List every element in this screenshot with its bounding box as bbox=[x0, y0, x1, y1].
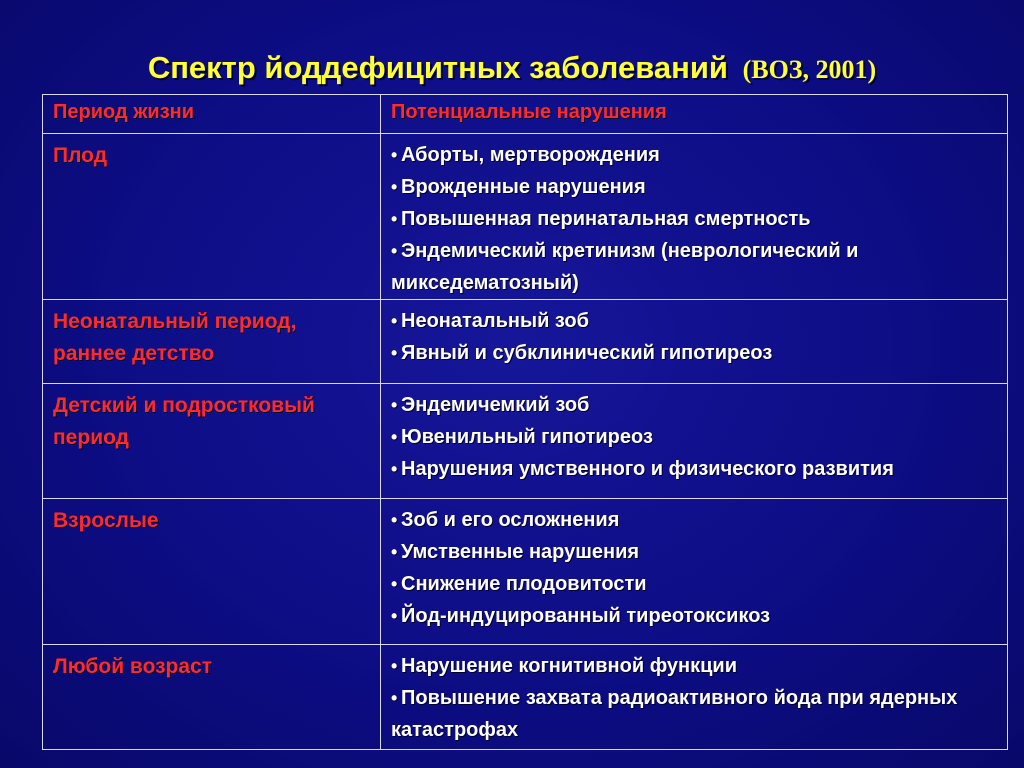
table-row bbox=[43, 300, 1008, 384]
table-row bbox=[43, 499, 1008, 645]
bullet-icon: • bbox=[391, 606, 398, 626]
header-life-period: Период жизни bbox=[53, 101, 195, 123]
bullet-icon: • bbox=[391, 688, 398, 708]
bullet-icon: • bbox=[391, 177, 398, 197]
table-header-row bbox=[43, 95, 1008, 134]
disorders-table bbox=[42, 94, 1008, 750]
bullet-icon: • bbox=[391, 241, 398, 261]
list-item: • Неонатальный зоб bbox=[391, 305, 999, 337]
bullet-icon: • bbox=[391, 510, 398, 530]
list-item: • Умственные нарушения bbox=[391, 536, 999, 568]
list-item: • Нарушение когнитивной функции bbox=[391, 650, 999, 682]
bullet-icon: • bbox=[391, 343, 398, 363]
period-childhood-adolescence: Детский и подростковый период bbox=[53, 394, 315, 449]
table-row bbox=[43, 384, 1008, 499]
disorder-list bbox=[381, 300, 1007, 369]
bullet-icon: • bbox=[391, 395, 398, 415]
list-item: • Аборты, мертворождения bbox=[391, 139, 999, 171]
list-item: • Нарушения умственного и физического развития bbox=[391, 453, 999, 485]
bullet-icon: • bbox=[391, 656, 398, 676]
header-potential-disorders: Потенциальные нарушения bbox=[391, 101, 667, 123]
list-item: • Врожденные нарушения bbox=[391, 171, 999, 203]
bullet-icon: • bbox=[391, 145, 398, 165]
list-item: • Эндемический кретинизм (неврологический и микседематозный) bbox=[391, 235, 999, 299]
bullet-icon: • bbox=[391, 311, 398, 331]
period-neonatal: Неонатальный период, раннее детство bbox=[53, 310, 297, 365]
disorder-list bbox=[381, 134, 1007, 299]
list-item: • Снижение плодовитости bbox=[391, 568, 999, 600]
title-source-note: (ВОЗ, 2001) bbox=[742, 55, 877, 84]
title-main: Спектр йоддефицитных заболеваний bbox=[147, 50, 728, 85]
period-fetus: Плод bbox=[53, 144, 108, 167]
disorder-list bbox=[381, 384, 1007, 485]
list-item: • Зоб и его осложнения bbox=[391, 504, 999, 536]
period-adults: Взрослые bbox=[53, 509, 159, 532]
list-item: • Повышенная перинатальная смертность bbox=[391, 203, 999, 235]
period-any-age: Любой возраст bbox=[53, 655, 213, 678]
bullet-icon: • bbox=[391, 542, 398, 562]
bullet-icon: • bbox=[391, 427, 398, 447]
disorder-list bbox=[381, 645, 1007, 746]
bullet-icon: • bbox=[391, 209, 398, 229]
disorder-list bbox=[381, 499, 1007, 632]
list-item: • Йод-индуцированный тиреотоксикоз bbox=[391, 600, 999, 632]
list-item: • Явный и субклинический гипотиреоз bbox=[391, 337, 999, 369]
table-row bbox=[43, 134, 1008, 300]
bullet-icon: • bbox=[391, 459, 398, 479]
bullet-icon: • bbox=[391, 574, 398, 594]
table-row bbox=[43, 645, 1008, 750]
list-item: • Повышение захвата радиоактивного йода при ядерных катастрофах bbox=[391, 682, 999, 746]
slide-title bbox=[0, 50, 1024, 86]
list-item: • Эндемичемкий зоб bbox=[391, 389, 999, 421]
list-item: • Ювенильный гипотиреоз bbox=[391, 421, 999, 453]
